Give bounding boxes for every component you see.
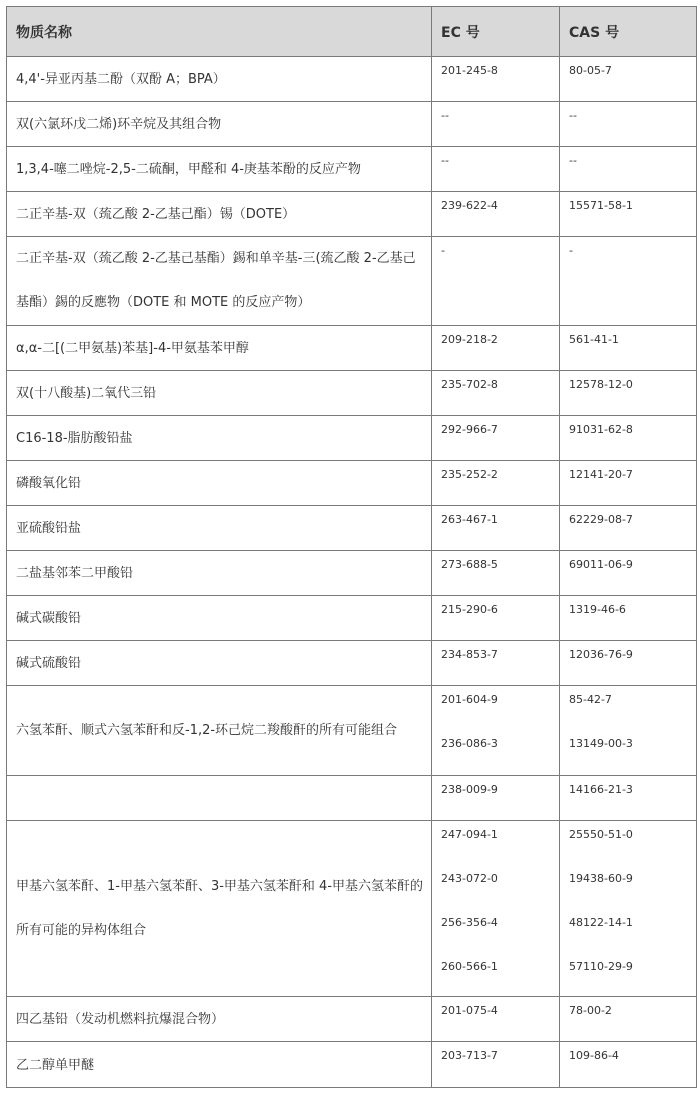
substance-name	[7, 776, 432, 821]
table-row	[7, 686, 697, 776]
table-row	[7, 596, 697, 641]
ec-number: 263-467-1	[432, 506, 560, 551]
ec-number: --	[432, 147, 560, 192]
ec-number: 235-252-2	[432, 461, 560, 506]
table-header-row	[7, 7, 697, 57]
substance-name: 碱式硫酸铅	[7, 641, 432, 686]
ec-number: 273-688-5	[432, 551, 560, 596]
ec-number: -	[432, 237, 560, 326]
substance-table	[6, 6, 697, 1088]
ec-number: 260-566-1	[441, 960, 498, 973]
ec-number-list	[432, 686, 560, 776]
cas-number: --	[560, 147, 697, 192]
cas-number: 15571-58-1	[560, 192, 697, 237]
cas-number: 12036-76-9	[560, 641, 697, 686]
ec-number: 215-290-6	[432, 596, 560, 641]
cas-number: --	[560, 102, 697, 147]
substance-name: C16-18-脂肪酸铅盐	[7, 416, 432, 461]
table-row	[7, 776, 697, 821]
substance-name: 四乙基铅（发动机燃料抗爆混合物）	[7, 997, 432, 1042]
substance-name: 乙二醇单甲醚	[7, 1042, 432, 1088]
ec-number: 201-075-4	[432, 997, 560, 1042]
table-row	[7, 192, 697, 237]
table-row	[7, 551, 697, 596]
substance-name: 二正辛基-双（巯乙酸 2-乙基己酯）锡（DOTE）	[7, 192, 432, 237]
ec-number: 236-086-3	[441, 737, 498, 750]
cas-number: 48122-14-1	[569, 916, 633, 929]
cas-number-list	[560, 686, 697, 776]
table-row	[7, 102, 697, 147]
cas-number: 78-00-2	[560, 997, 697, 1042]
cas-number: -	[560, 237, 697, 326]
header-substance-name: 物质名称	[7, 7, 432, 57]
substance-name: 双(六氯环戊二烯)环辛烷及其组合物	[7, 102, 432, 147]
ec-number: 238-009-9	[432, 776, 560, 821]
cas-number: 14166-21-3	[560, 776, 697, 821]
table-row	[7, 821, 697, 997]
ec-number: 256-356-4	[441, 916, 498, 929]
substance-name: 六氢苯酐、顺式六氢苯酐和反-1,2-环己烷二羧酸酐的所有可能组合	[7, 686, 432, 776]
cas-number: 80-05-7	[560, 57, 697, 102]
substance-name: 磷酸氧化铅	[7, 461, 432, 506]
cas-number: 91031-62-8	[560, 416, 697, 461]
table-row	[7, 461, 697, 506]
cas-number: 12578-12-0	[560, 371, 697, 416]
ec-number: 234-853-7	[432, 641, 560, 686]
table-row	[7, 997, 697, 1042]
cas-number: 62229-08-7	[560, 506, 697, 551]
substance-name: α,α-二[(二甲氨基)苯基]-4-甲氨基苯甲醇	[7, 326, 432, 371]
ec-number: 201-604-9	[441, 693, 498, 706]
header-ec-number: EC 号	[432, 7, 560, 57]
ec-number: 235-702-8	[432, 371, 560, 416]
substance-name: 二正辛基-双（巯乙酸 2-乙基己基酯）錫和单辛基-三(巯乙酸 2-乙基己基酯）錫的反應物（DOTE 和 MOTE 的反应产物）	[7, 237, 432, 326]
ec-number: 243-072-0	[441, 872, 498, 885]
table-row	[7, 326, 697, 371]
substance-name: 双(十八酸基)二氧代三铅	[7, 371, 432, 416]
ec-number: 201-245-8	[432, 57, 560, 102]
table-row	[7, 57, 697, 102]
ec-number: 292-966-7	[432, 416, 560, 461]
cas-number: 13149-00-3	[569, 737, 633, 750]
cas-number: 57110-29-9	[569, 960, 633, 973]
table-row	[7, 237, 697, 326]
cas-number: 25550-51-0	[569, 828, 633, 841]
substance-name: 甲基六氢苯酐、1-甲基六氢苯酐、3-甲基六氢苯酐和 4-甲基六氢苯酐的所有可能的异构体组合	[7, 821, 432, 997]
ec-number: --	[432, 102, 560, 147]
table-row	[7, 416, 697, 461]
substance-name: 碱式碳酸铅	[7, 596, 432, 641]
substance-name: 亚硫酸铅盐	[7, 506, 432, 551]
substance-name: 1,3,4-噻二唑烷-2,5-二硫酮，甲醛和 4-庚基苯酚的反应产物	[7, 147, 432, 192]
cas-number: 85-42-7	[569, 693, 612, 706]
cas-number: 109-86-4	[560, 1042, 697, 1088]
ec-number: 203-713-7	[432, 1042, 560, 1088]
table-row	[7, 1042, 697, 1088]
table-row	[7, 506, 697, 551]
table-row	[7, 641, 697, 686]
header-cas-number: CAS 号	[560, 7, 697, 57]
cas-number: 12141-20-7	[560, 461, 697, 506]
substance-name: 二盐基邻苯二甲酸铅	[7, 551, 432, 596]
ec-number-list	[432, 821, 560, 997]
cas-number: 19438-60-9	[569, 872, 633, 885]
cas-number: 69011-06-9	[560, 551, 697, 596]
table-row	[7, 371, 697, 416]
ec-number: 247-094-1	[441, 828, 498, 841]
table-row	[7, 147, 697, 192]
substance-name: 4,4'-异亚丙基二酚（双酚 A；BPA）	[7, 57, 432, 102]
cas-number-list	[560, 821, 697, 997]
ec-number: 239-622-4	[432, 192, 560, 237]
cas-number: 561-41-1	[560, 326, 697, 371]
ec-number: 209-218-2	[432, 326, 560, 371]
cas-number: 1319-46-6	[560, 596, 697, 641]
